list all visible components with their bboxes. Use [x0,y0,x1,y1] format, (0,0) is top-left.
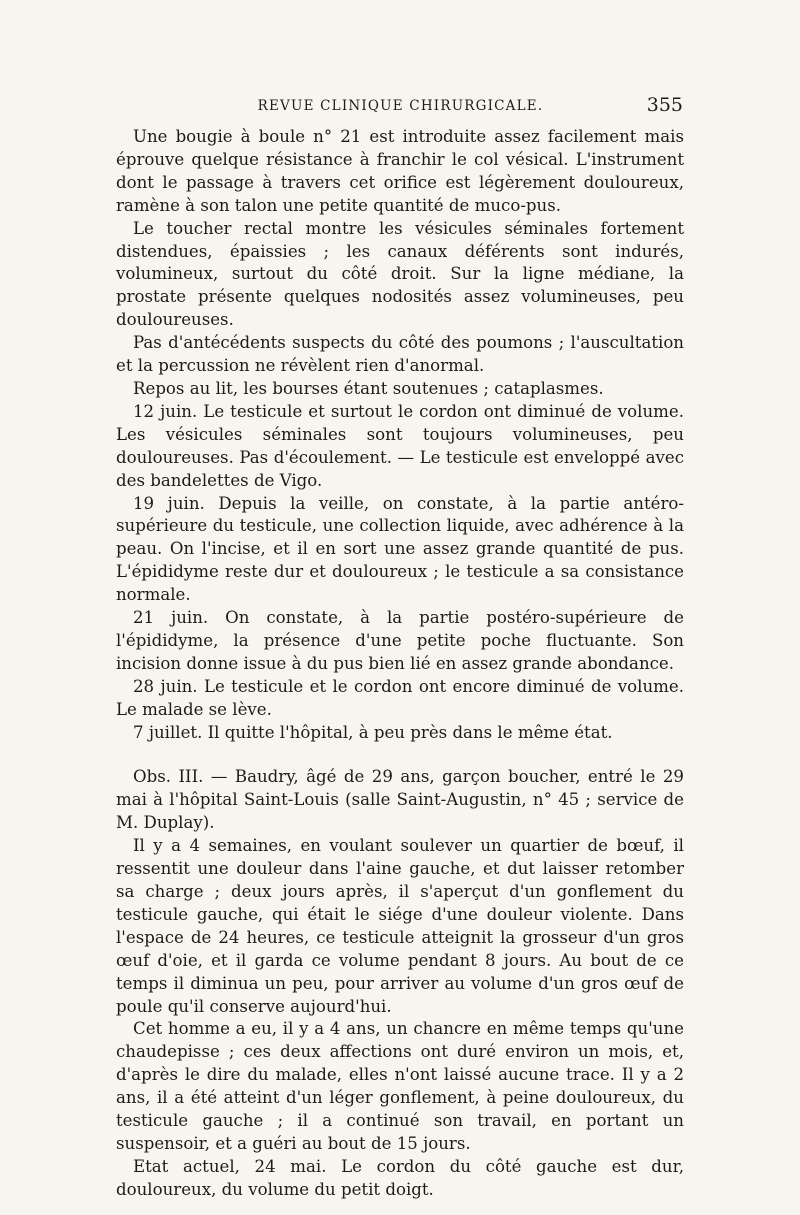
paragraph-21-juin: 21 juin. On constate, à la partie postéro-supérieure de l'épididyme, la présence d'une petite poche fluctuante. Son incision donne issue à du pus bien lié en assez grande abondance. [116,608,684,673]
page-number: 355 [646,94,683,116]
paragraph-toucher-rectal: Le toucher rectal montre les vésicules séminales fortement distendues, épaissies ; les canaux déférents sont indurés, volumineux, surtout du côté droit. Sur la ligne médiane, la prostate présente quelques nodosités assez volumineuses, peu douloureuses. [116,218,684,330]
body-text [116,126,684,1202]
paragraph-obs-iii-heading: Obs. III. — Baudry, âgé de 29 ans, garçon boucher, entré le 29 mai à l'hôpital Saint-Louis (salle Saint-Augustin, n° 45 ; service de M. Duplay). [116,767,684,833]
running-title: REVUE CLINIQUE CHIRURGICALE. [257,98,544,114]
paragraph-bougie: Une bougie à boule n° 21 est introduite assez facilement mais éprouve quelque résistance à franchir le col vésical. L'instrument dont le passage à travers cet orifice est légèrement douloureux, ramène à son talon une petite quantité de muco-pus. [116,127,684,215]
paragraph-7-juillet: 7 juillet. Il quitte l'hôpital, à peu près dans le même état. [133,722,613,742]
paragraph-etat-actuel: Etat actuel, 24 mai. Le cordon du côté gauche est dur, douloureux, du volume du petit doigt. [116,1156,684,1199]
page-header [118,94,683,122]
paragraph-28-juin: 28 juin. Le testicule et le cordon ont encore diminué de volume. Le malade se lève. [116,676,684,719]
paragraph-repos: Repos au lit, les bourses étant soutenues ; cataplasmes. [133,378,604,398]
paragraph-12-juin: 12 juin. Le testicule et surtout le cordon ont diminué de volume. Les vésicules séminales sont toujours volumineuses, peu douloureuses. Pas d'écoulement. — Le testicule est enveloppé avec des bandelettes de Vigo. [116,401,684,490]
paragraph-obs-iii-antecedents: Cet homme a eu, il y a 4 ans, un chancre en même temps qu'une chaudepisse ; ces deux affections ont duré environ un mois, et, d'après le dire du malade, elles n'ont laissé aucune trace. Il y a 2 ans, il a été atteint d'un léger gonflement, à peine douloureux, du testicule gauche ; il a continué son travail, en portant un suspensoir, et a guéri au bout de 15 jours. [116,1019,684,1153]
paragraph-19-juin: 19 juin. Depuis la veille, on constate, à la partie antéro-supérieure du testicule, une collection liquide, avec adhérence à la peau. On l'incise, et il en sort une assez grande quantité de pus. L'épididyme reste dur et douloureux ; le testicule a sa consistance normale. [116,493,684,605]
paragraph-obs-iii-history: Il y a 4 semaines, en voulant soulever un quartier de bœuf, il ressentit une douleur dans l'aine gauche, et dut laisser retomber sa charge ; deux jours après, il s'aperçut d'un gonflement du testicule gauche, qui était le siége d'une douleur violente. Dans l'espace de 24 heures, ce testicule atteignit la grosseur d'un gros œuf d'oie, et il garda ce volume pendant 8 jours. Au bout de ce temps il diminua un peu, pour arriver au volume d'un gros œuf de poule qu'il conserve aujourd'hui. [116,836,684,1016]
paragraph-antecedents: Pas d'antécédents suspects du côté des poumons ; l'auscultation et la percussion ne révèlent rien d'anormal. [116,333,684,376]
